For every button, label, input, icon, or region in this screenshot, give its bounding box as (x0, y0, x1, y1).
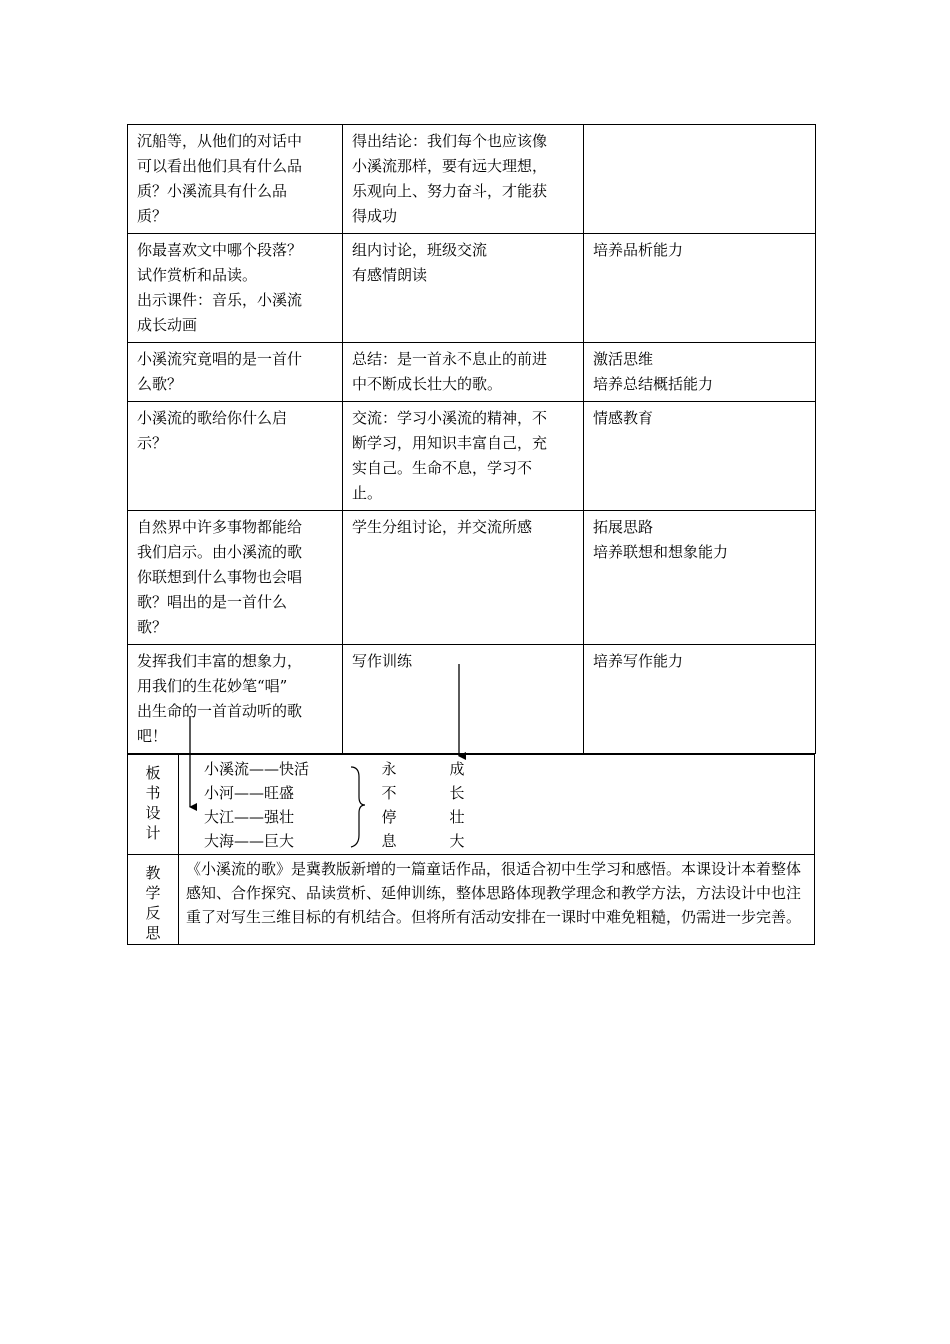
cell-line: 培养品析能力 (593, 241, 684, 259)
cell-line: 得出结论：我们每个也应该像 (352, 132, 548, 150)
board-design-content (179, 755, 815, 855)
label-char: 书 (145, 784, 161, 802)
cell-line: 试作赏析和品读。 (137, 266, 258, 284)
board-design-label (128, 755, 179, 855)
teacher-activity-cell (128, 511, 343, 645)
cell-line: 用我们的生花妙笔“唱” (137, 677, 288, 695)
cell-line: 发挥我们丰富的想象力， (137, 652, 303, 670)
cell-line: 得成功 (352, 207, 398, 225)
activity-row (128, 402, 816, 511)
design-intent-cell (584, 402, 816, 511)
cell-line: 中不断成长壮大的歌。 (352, 375, 503, 393)
cell-line: 你最喜欢文中哪个段落？ (137, 241, 303, 259)
cell-line: 出示课件：音乐，小溪流 (137, 291, 303, 309)
cell-line: 培养总结概括能力 (593, 375, 714, 393)
student-activity-cell (343, 511, 584, 645)
board-char: 成 (449, 760, 465, 778)
board-char: 大 (449, 832, 465, 850)
design-intent-cell (584, 511, 816, 645)
cell-line: 拓展思路 (593, 518, 654, 536)
activity-row (128, 343, 816, 402)
teacher-activity-cell (128, 402, 343, 511)
cell-line: 学生分组讨论，并交流所感 (352, 518, 533, 536)
cell-line: 小溪流那样，要有远大理想， (352, 157, 548, 175)
cell-line: 情感教育 (593, 409, 654, 427)
label-char: 思 (145, 924, 161, 942)
cell-line: 质？ (137, 207, 168, 225)
lesson-plan-page (127, 124, 815, 945)
label-char: 板 (145, 764, 161, 782)
cell-line: 组内讨论，班级交流 (352, 241, 488, 259)
design-intent-cell (584, 645, 816, 754)
cell-line: 培养写作能力 (593, 652, 684, 670)
board-char: 长 (449, 784, 465, 802)
cell-line: 你联想到什么事物也会唱 (137, 568, 303, 586)
student-activity-cell (343, 402, 584, 511)
cell-line: 写作训练 (352, 652, 413, 670)
board-char: 停 (381, 808, 397, 826)
label-char: 教 (145, 864, 161, 882)
label-char: 学 (145, 884, 161, 902)
activity-row (128, 645, 816, 754)
board-char: 不 (381, 784, 397, 802)
cell-line: 小溪流的歌给你什么启 (137, 409, 288, 427)
board-line: 小河——旺盛 (204, 784, 295, 802)
board-design-row (128, 755, 815, 855)
cell-line: 小溪流究竟唱的是一首什 (137, 350, 303, 368)
cell-line: 歌？唱出的是一首什么 (137, 593, 288, 611)
cell-line: 总结：是一首永不息止的前进 (352, 350, 548, 368)
board-line: 大江——强壮 (204, 808, 295, 826)
design-intent-cell (584, 234, 816, 343)
activity-row (128, 511, 816, 645)
student-activity-cell (343, 645, 584, 754)
cell-line: 吧！ (137, 727, 168, 745)
board-char: 息 (381, 832, 397, 850)
activity-row (128, 125, 816, 234)
design-intent-cell (584, 125, 816, 234)
cell-line: 出生命的一首首动听的歌 (137, 702, 303, 720)
cell-line: 乐观向上、努力奋斗，才能获 (352, 182, 548, 200)
reflection-label (128, 855, 179, 945)
cell-line: 有感情朗读 (352, 266, 428, 284)
cell-line: 激活思维 (593, 350, 654, 368)
student-activity-cell (343, 125, 584, 234)
board-line: 大海——巨大 (204, 832, 295, 850)
reflection-row (128, 855, 815, 945)
cell-line: 断学习，用知识丰富自己，充 (352, 434, 548, 452)
cell-line: 我们启示。由小溪流的歌 (137, 543, 303, 561)
board-char: 壮 (449, 808, 465, 826)
cell-line: 交流：学习小溪流的精神，不 (352, 409, 548, 427)
cell-line: 自然界中许多事物都能给 (137, 518, 303, 536)
teacher-activity-cell (128, 234, 343, 343)
label-char: 计 (145, 824, 161, 842)
reflection-text: 《小溪流的歌》是冀教版新增的一篇童话作品，很适合初中生学习和感悟。本课设计本着整体感知、合作探究、品读赏析、延伸训练，整体思路体现教学理念和教学方法，方法设计中也注重了对写生三维目标的有机结合。但将所有活动安排在一课时中难免粗糙，仍需进一步完善。 (179, 855, 815, 945)
cell-line: 培养联想和想象能力 (593, 543, 729, 561)
cell-line: 质？小溪流具有什么品 (137, 182, 288, 200)
cell-line: 么歌？ (137, 375, 183, 393)
cell-line: 歌？ (137, 618, 168, 636)
cell-line: 可以看出他们具有什么品 (137, 157, 303, 175)
board-char: 永 (381, 760, 397, 778)
summary-table (127, 754, 815, 945)
teacher-activity-cell (128, 645, 343, 754)
design-intent-cell (584, 343, 816, 402)
cell-line: 实自己。生命不息，学习不 (352, 459, 533, 477)
activity-row (128, 234, 816, 343)
student-activity-cell (343, 343, 584, 402)
activity-table (127, 124, 816, 754)
cell-line: 止。 (352, 484, 383, 502)
cell-line: 沉船等，从他们的对话中 (137, 132, 303, 150)
label-char: 设 (145, 804, 161, 822)
teacher-activity-cell (128, 125, 343, 234)
teacher-activity-cell (128, 343, 343, 402)
board-line: 小溪流——快活 (204, 760, 310, 778)
cell-line: 成长动画 (137, 316, 198, 334)
label-char: 反 (145, 904, 161, 922)
student-activity-cell (343, 234, 584, 343)
cell-line: 示？ (137, 434, 168, 452)
